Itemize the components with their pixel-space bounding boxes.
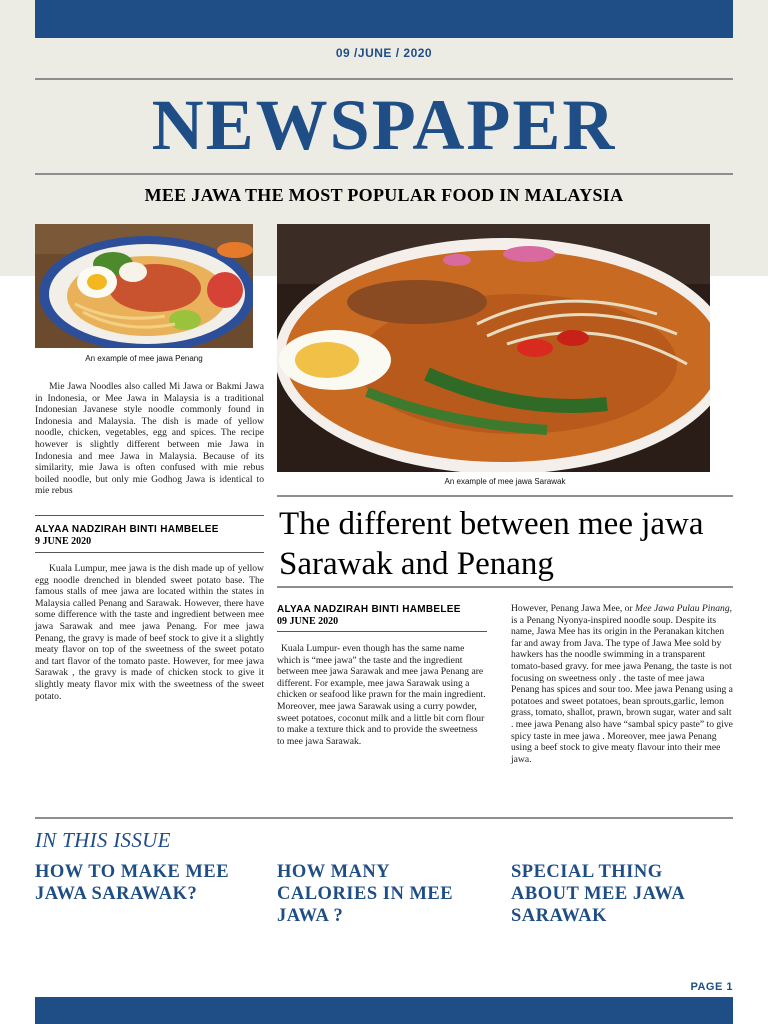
page-subtitle: MEE JAWA THE MOST POPULAR FOOD IN MALAYSIA bbox=[144, 185, 624, 205]
issue-item-calories[interactable]: HOW MANY CALORIES IN MEE JAWA ? bbox=[277, 862, 454, 926]
article2-col2-lead: However, Penang Jawa Mee, or bbox=[511, 603, 636, 614]
article1-body: Kuala Lumpur, mee jawa is the dish made up of yellow egg noodle drenched in blended sweet potato base. The famous stalls of mee jawa are located within the states in Malaysia called Penang and Sarawak. However, there have some difference with the taste and ingredient between mee jawa Sarawak and mee jawa Penang. For mee jawa Penang, the gravy is made of beef stock to give it a slightly meaty flavor on top of the sweetness of the sweet potato and tart flavor of the tomato paste. However, for mee jawa Sarawak , the gravy is made of chicken stock to give it slightly meaty flavor mix with the sweetness of the sweet potato. bbox=[35, 563, 264, 702]
in-this-issue-title: IN THIS ISSUE bbox=[35, 828, 171, 852]
masthead-top-rule bbox=[35, 78, 733, 80]
issue-date: 09 /JUNE / 2020 bbox=[335, 46, 433, 60]
article2-author: ALYAA NADZIRAH BINTI HAMBELEE bbox=[277, 604, 461, 615]
article2-byline-rule bbox=[277, 631, 487, 632]
page-number: PAGE 1 bbox=[690, 981, 733, 993]
article2-col2-rest: , is a Penang Nyonya-inspired noodle soup. Despite its name, Jawa Mee has its origin in the Peranakan kitchen far and away from Java. The type of Jawa Mee sold by hawkers has the noodle swimming in a transparent tomato-based gravy. for mee jawa Penang, the taste is not focusing on sweetness only . the taste of mee jawa Penang has spices and sour too. Mee jawa Penang using a potatoes and sweet potatoes, bean sprouts,garlic, lemon grass, tomato, shallot, prawn, brown sugar, water and salt . mee jawa Penang also have “sambal spicy paste” to give spicy taste in mee jawa . Moreover, mee jawa Penang using a beef stock to give meaty flavour into their mee jawa. bbox=[511, 603, 733, 765]
article2-body-col2 bbox=[511, 603, 733, 765]
top-color-band bbox=[35, 0, 733, 38]
masthead-title: NEWSPAPER bbox=[151, 85, 617, 165]
headline-top-rule bbox=[277, 495, 733, 497]
mee-jawa-sarawak-photo bbox=[277, 224, 710, 472]
article1-date: 9 JUNE 2020 bbox=[35, 536, 92, 547]
in-this-issue-rule bbox=[35, 817, 733, 819]
article1-top-rule bbox=[35, 515, 264, 516]
penang-dish-illustration bbox=[35, 224, 253, 348]
issue-item-special-thing[interactable]: SPECIAL THING ABOUT MEE JAWA SARAWAK bbox=[511, 862, 685, 926]
article1-bottom-rule bbox=[35, 552, 264, 553]
masthead-bottom-rule bbox=[35, 173, 733, 175]
article2-col2-italic: Mee Jawa Pulau Pinang bbox=[635, 603, 730, 614]
sarawak-dish-illustration bbox=[277, 224, 710, 472]
article2-headline: The different between mee jawa Sarawak and Penang bbox=[279, 506, 704, 582]
article2-date: 09 JUNE 2020 bbox=[277, 616, 339, 627]
intro-paragraph: Mie Jawa Noodles also called Mi Jawa or Bakmi Jawa in Indonesia, or Mee Jawa in Malaysia is a traditional Indonesian Javanese style noodle commonly found in Indonesia and Malaysia. The dish is made of yellow noodle, chicken, vegetables, egg and spices. The recipe however is slightly different between mie Jawa in Indonesia and mee Jawa in Malaysia. Because of its similarity, mie Jawa is often confused with mie rebus boiled noodle, but only mie Godhog Jawa is identical to mie rebus bbox=[35, 381, 264, 497]
bottom-color-band bbox=[35, 997, 733, 1024]
headline-bottom-rule bbox=[277, 586, 733, 588]
article1-author: ALYAA NADZIRAH BINTI HAMBELEE bbox=[35, 524, 219, 535]
penang-photo-caption: An example of mee jawa Penang bbox=[85, 354, 203, 363]
sarawak-photo-caption: An example of mee jawa Sarawak bbox=[444, 477, 566, 486]
article2-body-col1: Kuala Lumpur- even though has the same name which is “mee jawa” the taste and the ingredient between mee jawa Sarawak and mee jawa Penang are different. For example, mee jawa Sarawak using a chicken or seafood like prawn for the main ingredient. Moreover, mee jawa Sarawak using a curry powder, sweet potatoes, coconut milk and a little bit corn flour to make a texture thick and to provide the sweetness to mee jawa Sarawak. bbox=[277, 643, 486, 747]
issue-item-how-to-make[interactable]: HOW TO MAKE MEE JAWA SARAWAK? bbox=[35, 862, 230, 904]
mee-jawa-penang-photo bbox=[35, 224, 253, 348]
